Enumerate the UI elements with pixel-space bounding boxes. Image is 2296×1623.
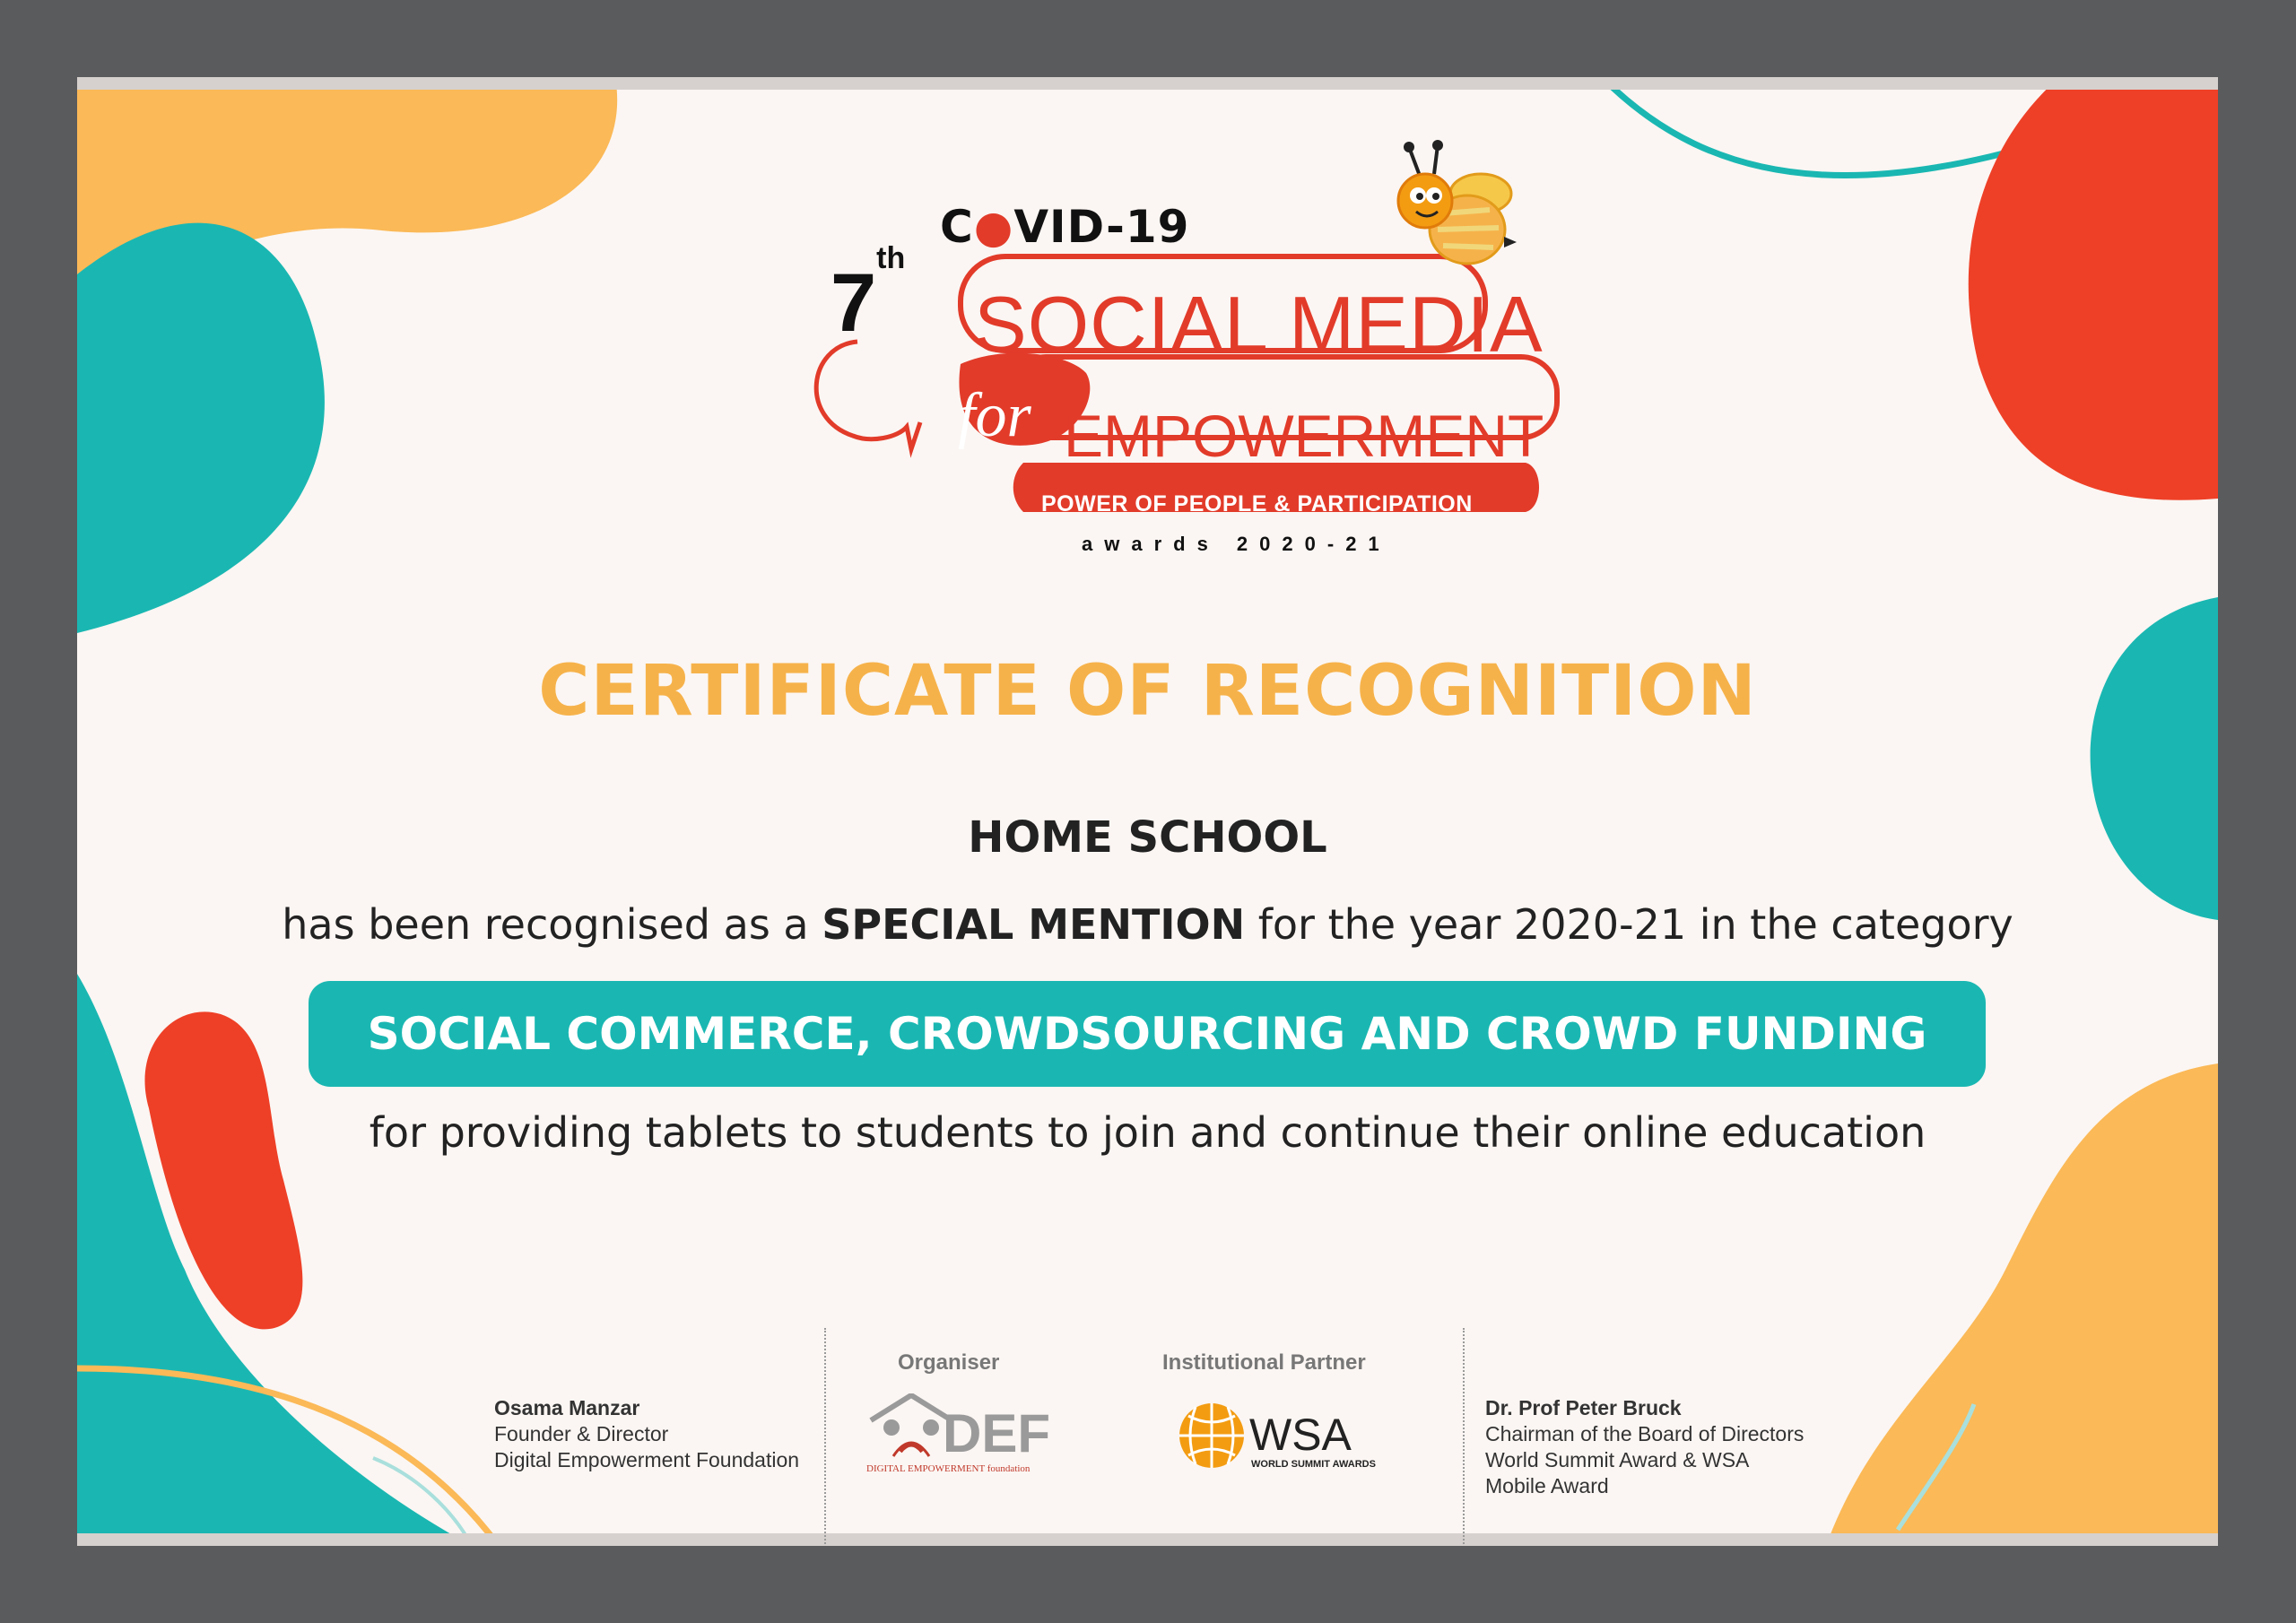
organiser-label: Organiser (898, 1350, 1000, 1375)
wsa-logo-text: WSA (1249, 1410, 1352, 1460)
partner-label: Institutional Partner (1162, 1350, 1366, 1375)
def-logo-subtext: DIGITAL EMPOWERMENT foundation (866, 1463, 1031, 1474)
bee-mascot-icon (1382, 140, 1526, 274)
logo-ordinal-number: 7 (831, 257, 877, 349)
logo-covid-rest: VID-19 (1013, 201, 1190, 253)
footer-divider-right (1463, 1328, 1465, 1546)
recognition-post: for the year 2020-21 in the category (1245, 900, 2013, 949)
recipient-name: HOME SCHOOL (968, 812, 1327, 863)
recognition-line (77, 900, 2218, 949)
left-signatory (494, 1395, 799, 1473)
right-signatory-org: World Summit Award & WSA (1485, 1448, 1750, 1471)
recognition-level: SPECIAL MENTION (822, 900, 1246, 949)
logo-covid-text (940, 201, 1189, 253)
category-banner (309, 981, 1986, 1087)
logo-ordinal (831, 241, 906, 351)
def-logo (866, 1393, 1050, 1474)
wsa-logo-subtext: WORLD SUMMIT AWARDS (1251, 1459, 1376, 1470)
right-signatory-org2: Mobile Award (1485, 1474, 1609, 1497)
certificate (77, 77, 2218, 1546)
left-signatory-role: Founder & Director (494, 1422, 669, 1445)
virus-icon: ● (973, 201, 1014, 253)
bottom-edge (77, 1533, 2218, 1546)
left-signatory-name: Osama Manzar (494, 1396, 640, 1419)
certificate-title: CERTIFICATE OF RECOGNITION (538, 651, 1757, 732)
def-logo-text: DEF (943, 1403, 1050, 1463)
globe-icon (1176, 1400, 1248, 1471)
category-text: SOCIAL COMMERCE, CROWDSOURCING AND CROWD FUNDING (367, 1008, 1927, 1060)
logo-tagline: POWER OF PEOPLE & PARTICIPATION (1041, 491, 1473, 516)
left-signatory-org: Digital Empowerment Foundation (494, 1448, 800, 1471)
top-edge (77, 77, 2218, 90)
right-signatory-name: Dr. Prof Peter Bruck (1485, 1396, 1682, 1419)
wsa-logo (1176, 1400, 1382, 1480)
logo-ordinal-suffix: th (876, 241, 906, 276)
right-signatory-role: Chairman of the Board of Directors (1485, 1422, 1805, 1445)
logo-for: for (958, 381, 1031, 450)
logo-empowerment: EMPOWERMENT (1064, 403, 1544, 469)
logo-covid-c: C (940, 201, 974, 253)
citation-line: for providing tablets to students to join and continue their online education (369, 1108, 1926, 1157)
logo-awards-year: awards 2020-21 (1082, 533, 1391, 555)
recognition-pre: has been recognised as a (282, 900, 822, 949)
right-signatory (1485, 1395, 1804, 1499)
logo-social-media: SOCIAL MEDIA (974, 280, 1544, 369)
footer-divider-left (824, 1328, 826, 1546)
